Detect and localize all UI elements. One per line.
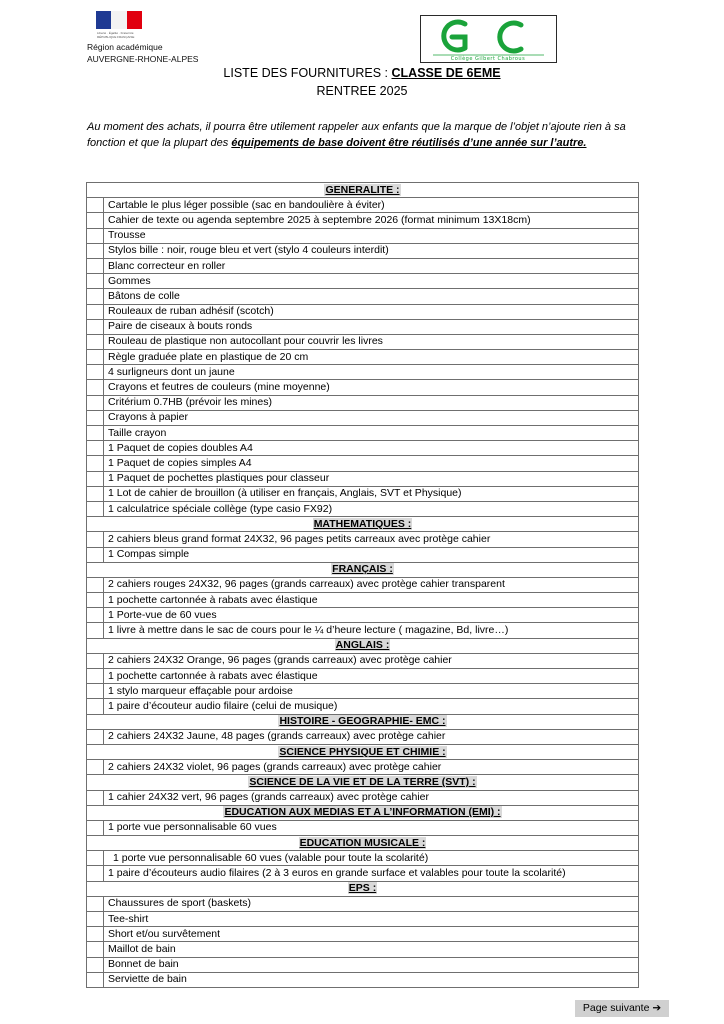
supply-checkbox[interactable] xyxy=(87,213,104,228)
section-header xyxy=(87,775,639,790)
section-header-cell xyxy=(87,836,639,851)
supply-item-text: Chaussures de sport (baskets) xyxy=(104,896,639,911)
supply-row xyxy=(87,699,639,714)
section-title: SCIENCE PHYSIQUE ET CHIMIE : xyxy=(279,745,446,758)
class-label: CLASSE DE 6EME xyxy=(391,66,501,80)
supply-row xyxy=(87,228,639,243)
supply-checkbox[interactable] xyxy=(87,957,104,972)
supply-item-text: Critérium 0.7HB (prévoir les mines) xyxy=(104,395,639,410)
supply-row xyxy=(87,350,639,365)
section-title: EDUCATION MUSICALE : xyxy=(299,836,426,849)
supply-checkbox[interactable] xyxy=(87,289,104,304)
supply-item-text: 1 paire d’écouteurs audio filaires (2 à 3 euros en grande surface et valables pour toute la scolarité) xyxy=(104,866,639,881)
section-header-cell xyxy=(87,775,639,790)
supply-checkbox[interactable] xyxy=(87,729,104,744)
supply-checkbox[interactable] xyxy=(87,608,104,623)
supply-item-text: Cahier de texte ou agenda septembre 2025 à septembre 2026 (format minimum 13X18cm) xyxy=(104,213,639,228)
page-title xyxy=(0,66,724,80)
supply-item-text: 1 porte vue personnalisable 60 vues xyxy=(104,820,639,835)
supply-checkbox[interactable] xyxy=(87,927,104,942)
supply-item-text: 1 Paquet de copies simples A4 xyxy=(104,456,639,471)
intro-paragraph xyxy=(87,119,643,151)
supply-item-text: Gommes xyxy=(104,274,639,289)
supply-item-text: Rouleau de plastique non autocollant pour couvrir les livres xyxy=(104,334,639,349)
section-title: GENERALITE : xyxy=(325,183,400,196)
supply-row xyxy=(87,912,639,927)
supply-checkbox[interactable] xyxy=(87,228,104,243)
supply-row xyxy=(87,547,639,562)
section-header xyxy=(87,562,639,577)
supply-row xyxy=(87,593,639,608)
supply-checkbox[interactable] xyxy=(87,896,104,911)
supply-row xyxy=(87,972,639,987)
supply-item-text: 1 pochette cartonnée à rabats avec élastique xyxy=(104,669,639,684)
supply-row xyxy=(87,426,639,441)
supply-item-text: 2 cahiers 24X32 Jaune, 48 pages (grands carreaux) avec protège cahier xyxy=(104,729,639,744)
supply-item-text: Trousse xyxy=(104,228,639,243)
supply-item-text: Maillot de bain xyxy=(104,942,639,957)
supply-item-text: Bonnet de bain xyxy=(104,957,639,972)
supply-item-text: 4 surligneurs dont un jaune xyxy=(104,365,639,380)
supply-checkbox[interactable] xyxy=(87,441,104,456)
supply-checkbox[interactable] xyxy=(87,653,104,668)
supply-row xyxy=(87,334,639,349)
section-header xyxy=(87,517,639,532)
supply-row xyxy=(87,927,639,942)
supply-checkbox[interactable] xyxy=(87,669,104,684)
supply-item-text: Cartable le plus léger possible (sac en bandoulière à éviter) xyxy=(104,198,639,213)
supply-item-text: 1 stylo marqueur effaçable pour ardoise xyxy=(104,684,639,699)
supply-item-text: Tee-shirt xyxy=(104,912,639,927)
section-title: EDUCATION AUX MEDIAS ET A L’INFORMATION (EMI) : xyxy=(224,806,501,819)
supply-item-text: Serviette de bain xyxy=(104,972,639,987)
supply-checkbox[interactable] xyxy=(87,486,104,501)
supply-checkbox[interactable] xyxy=(87,501,104,516)
supply-checkbox[interactable] xyxy=(87,319,104,334)
supply-checkbox[interactable] xyxy=(87,790,104,805)
supply-row xyxy=(87,471,639,486)
supply-row xyxy=(87,623,639,638)
supply-checkbox[interactable] xyxy=(87,258,104,273)
section-header-cell xyxy=(87,517,639,532)
supply-item-text: 1 cahier 24X32 vert, 96 pages (grands carreaux) avec protège cahier xyxy=(104,790,639,805)
supply-item-text: 2 cahiers 24X32 violet, 96 pages (grands carreaux) avec protège cahier xyxy=(104,760,639,775)
supply-checkbox[interactable] xyxy=(87,820,104,835)
supply-item-text: Bâtons de colle xyxy=(104,289,639,304)
section-header-cell xyxy=(87,562,639,577)
supply-row xyxy=(87,866,639,881)
supply-checkbox[interactable] xyxy=(87,532,104,547)
section-header-cell xyxy=(87,881,639,896)
supply-item-text: Règle graduée plate en plastique de 20 cm xyxy=(104,350,639,365)
supply-checkbox[interactable] xyxy=(87,866,104,881)
intro-emphasis: équipements de base doivent être réutilisés d’une année sur l’autre. xyxy=(231,137,587,149)
supply-row xyxy=(87,243,639,258)
supply-checkbox[interactable] xyxy=(87,623,104,638)
supply-row xyxy=(87,410,639,425)
supply-checkbox[interactable] xyxy=(87,456,104,471)
supply-row xyxy=(87,319,639,334)
section-title: FRANÇAIS : xyxy=(332,563,393,576)
supply-item-text: Taille crayon xyxy=(104,426,639,441)
supply-row xyxy=(87,258,639,273)
supply-row xyxy=(87,684,639,699)
supply-row xyxy=(87,274,639,289)
section-title: EPS : xyxy=(348,882,377,895)
section-title: HISTOIRE - GEOGRAPHIE- EMC : xyxy=(279,715,446,728)
marianne-logo xyxy=(96,11,142,29)
section-header xyxy=(87,183,639,198)
supply-item-text: 1 Paquet de copies doubles A4 xyxy=(104,441,639,456)
supply-item-text: Blanc correcteur en roller xyxy=(104,258,639,273)
marianne-caption: Liberté · Égalité · Fraternité RÉPUBLIQUE FRANÇAISE xyxy=(97,31,135,39)
section-header xyxy=(87,805,639,820)
supply-row xyxy=(87,198,639,213)
supply-row xyxy=(87,653,639,668)
supply-checkbox[interactable] xyxy=(87,593,104,608)
supply-checkbox[interactable] xyxy=(87,395,104,410)
supply-item-text: 2 cahiers bleus grand format 24X32, 96 pages petits carreaux avec protège cahier xyxy=(104,532,639,547)
supply-item-text: Crayons et feutres de couleurs (mine moyenne) xyxy=(104,380,639,395)
supply-item-text: 1 Porte-vue de 60 vues xyxy=(104,608,639,623)
section-header-cell xyxy=(87,638,639,653)
supply-item-text: 1 Lot de cahier de brouillon (à utiliser en français, Anglais, SVT et Physique) xyxy=(104,486,639,501)
section-title: ANGLAIS : xyxy=(335,639,390,652)
supply-checkbox[interactable] xyxy=(87,577,104,592)
section-header xyxy=(87,881,639,896)
section-title: SCIENCE DE LA VIE ET DE LA TERRE (SVT) : xyxy=(249,775,476,788)
supply-checkbox[interactable] xyxy=(87,699,104,714)
supply-checkbox[interactable] xyxy=(87,851,104,866)
section-header-cell xyxy=(87,805,639,820)
supply-row xyxy=(87,896,639,911)
college-logo xyxy=(420,15,557,63)
supply-checkbox[interactable] xyxy=(87,942,104,957)
region-line-2: AUVERGNE-RHONE-ALPES xyxy=(87,54,199,64)
supply-item-text: 2 cahiers 24X32 Orange, 96 pages (grands carreaux) avec protège cahier xyxy=(104,653,639,668)
supply-row xyxy=(87,486,639,501)
supply-row xyxy=(87,395,639,410)
section-header xyxy=(87,836,639,851)
supply-row xyxy=(87,213,639,228)
supply-item-text: 1 porte vue personnalisable 60 vues (valable pour toute la scolarité) xyxy=(104,851,639,866)
intro-text: Au moment des achats, il pourra être utilement rappeler aux enfants que la marque de l’objet n’ajoute rien à sa fonction et que la plupart des xyxy=(87,121,626,149)
supply-checkbox[interactable] xyxy=(87,243,104,258)
supply-row xyxy=(87,441,639,456)
supply-row xyxy=(87,304,639,319)
supply-row xyxy=(87,729,639,744)
supply-item-text: Short et/ou survêtement xyxy=(104,927,639,942)
supply-row xyxy=(87,577,639,592)
next-page-button[interactable]: Page suivante ➔ xyxy=(575,1000,669,1017)
section-header-cell xyxy=(87,744,639,759)
supply-item-text: Paire de ciseaux à bouts ronds xyxy=(104,319,639,334)
supply-checkbox[interactable] xyxy=(87,198,104,213)
supply-item-text: 1 Compas simple xyxy=(104,547,639,562)
region-label xyxy=(87,41,198,65)
supply-checkbox[interactable] xyxy=(87,547,104,562)
section-header xyxy=(87,744,639,759)
supply-item-text: 1 pochette cartonnée à rabats avec élastique xyxy=(104,593,639,608)
supply-checkbox[interactable] xyxy=(87,972,104,987)
region-line-1: Région académique xyxy=(87,42,163,52)
supply-row xyxy=(87,957,639,972)
supply-row xyxy=(87,380,639,395)
supply-item-text: 1 Paquet de pochettes plastiques pour classeur xyxy=(104,471,639,486)
supply-checkbox[interactable] xyxy=(87,912,104,927)
supply-row xyxy=(87,851,639,866)
supply-checkbox[interactable] xyxy=(87,410,104,425)
section-header xyxy=(87,714,639,729)
supply-checkbox[interactable] xyxy=(87,684,104,699)
supply-row xyxy=(87,501,639,516)
supply-checkbox[interactable] xyxy=(87,334,104,349)
supply-row xyxy=(87,608,639,623)
supply-checkbox[interactable] xyxy=(87,304,104,319)
supply-checkbox[interactable] xyxy=(87,426,104,441)
supply-item-text: 2 cahiers rouges 24X32, 96 pages (grands carreaux) avec protège cahier transparent xyxy=(104,577,639,592)
supply-checkbox[interactable] xyxy=(87,760,104,775)
supply-row xyxy=(87,289,639,304)
section-header-cell xyxy=(87,183,639,198)
supply-row xyxy=(87,790,639,805)
supply-row xyxy=(87,942,639,957)
supply-item-text: 1 calculatrice spéciale collège (type casio FX92) xyxy=(104,501,639,516)
supply-checkbox[interactable] xyxy=(87,380,104,395)
supply-row xyxy=(87,820,639,835)
section-header-cell xyxy=(87,714,639,729)
supply-checkbox[interactable] xyxy=(87,471,104,486)
page-subtitle: RENTREE 2025 xyxy=(316,84,408,98)
supply-item-text: 1 paire d’écouteur audio filaire (celui de musique) xyxy=(104,699,639,714)
supply-item-text: Rouleaux de ruban adhésif (scotch) xyxy=(104,304,639,319)
supply-item-text: Stylos bille : noir, rouge bleu et vert (stylo 4 couleurs interdit) xyxy=(104,243,639,258)
section-header xyxy=(87,638,639,653)
supply-item-text: 1 livre à mettre dans le sac de cours pour le ¼ d’heure lecture ( magazine, Bd, livre…) xyxy=(104,623,639,638)
section-title: MATHEMATIQUES : xyxy=(313,517,412,530)
supply-checkbox[interactable] xyxy=(87,350,104,365)
supply-row xyxy=(87,760,639,775)
supplies-table xyxy=(86,182,639,988)
supply-item-text: Crayons à papier xyxy=(104,410,639,425)
supply-row xyxy=(87,365,639,380)
logo-text: Collège Gilbert Chabrous xyxy=(450,56,526,62)
title-prefix: LISTE DES FOURNITURES : xyxy=(223,66,392,80)
supply-checkbox[interactable] xyxy=(87,274,104,289)
supply-row xyxy=(87,456,639,471)
supply-checkbox[interactable] xyxy=(87,365,104,380)
supply-row xyxy=(87,669,639,684)
supply-row xyxy=(87,532,639,547)
